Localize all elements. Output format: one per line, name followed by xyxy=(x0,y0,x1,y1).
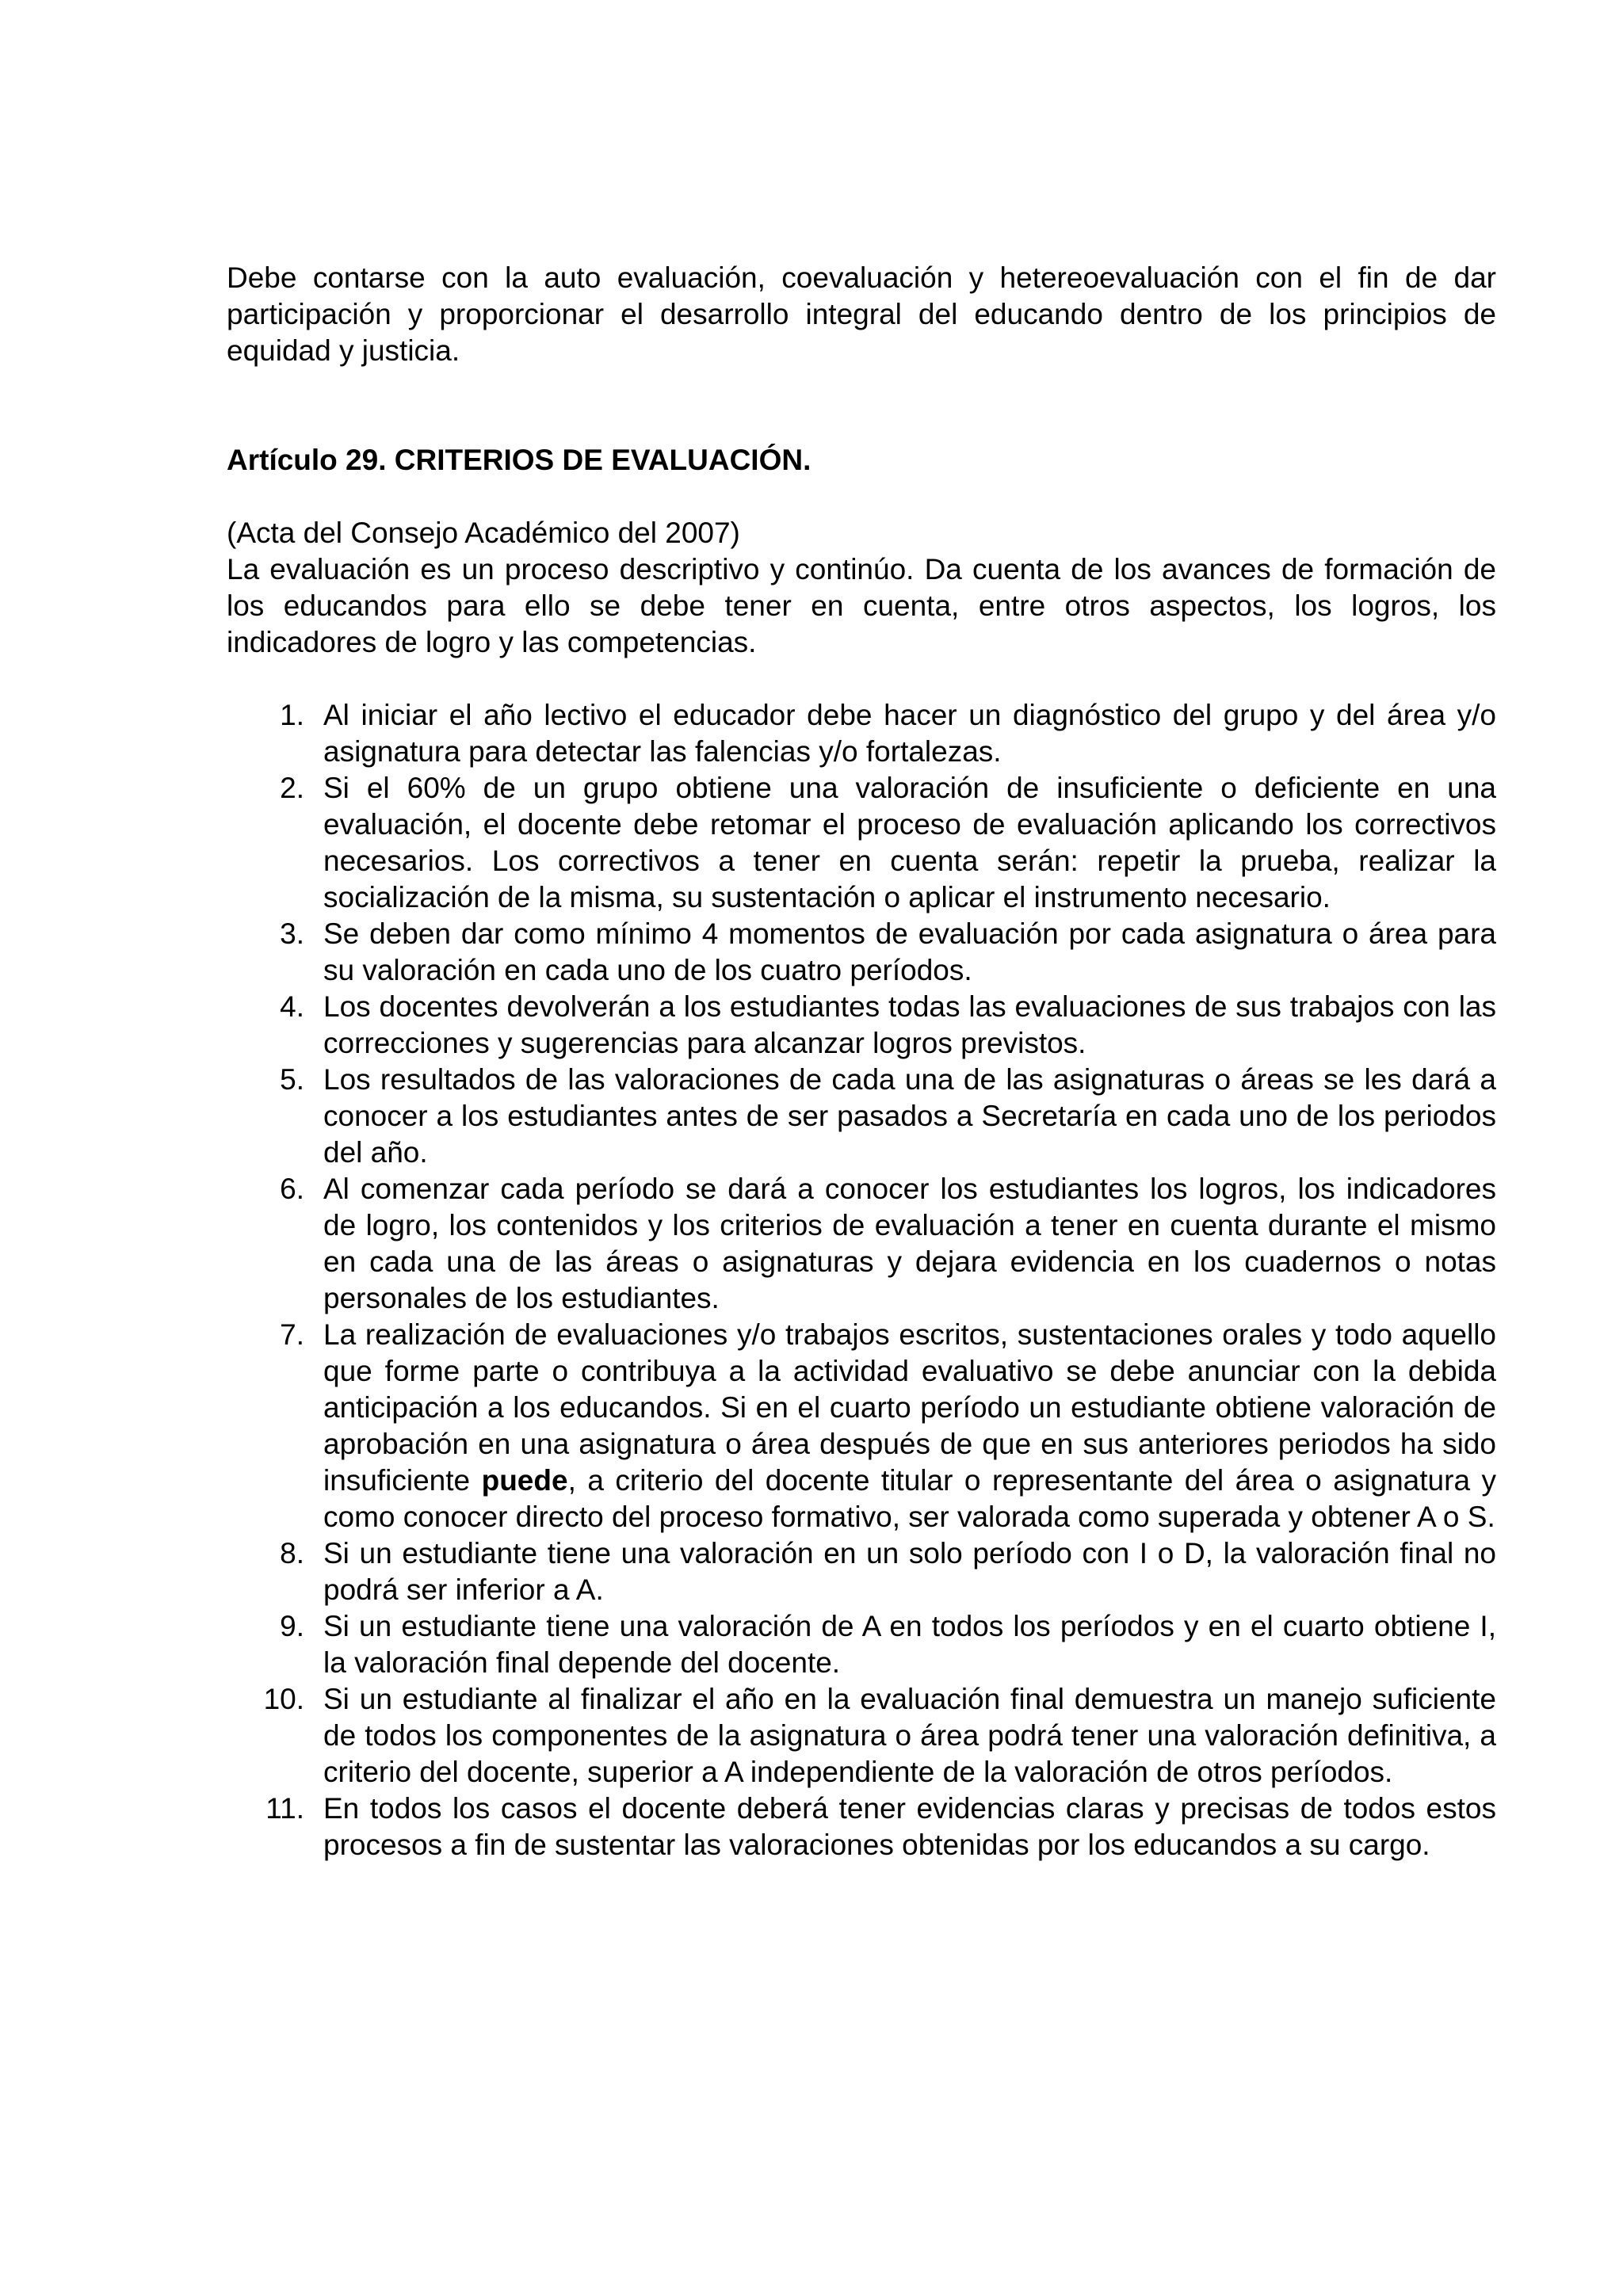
list-item-text: En todos los casos el docente deberá tener evidencias claras y precisas de todos estos procesos a fin de sustentar las valoraciones obtenidas por los educandos a su cargo. xyxy=(323,1792,1496,1861)
list-item-text: Al comenzar cada período se dará a conocer los estudiantes los logros, los indicadores de logro, los contenidos y los criterios de evaluación a tener en cuenta durante el mismo en cada una de las áreas o asignaturas y dejara evidencia en los cuadernos o notas personales de los estudiantes. xyxy=(323,1173,1496,1314)
list-item-text: Los resultados de las valoraciones de cada una de las asignaturas o áreas se les dará a conocer a los estudiantes antes de ser pasados a Secretaría en cada uno de los periodos del año. xyxy=(323,1063,1496,1169)
list-item xyxy=(227,1681,1496,1791)
list-item xyxy=(227,1171,1496,1317)
evaluation-paragraph: La evaluación es un proceso descriptivo y continúo. Da cuenta de los avances de formación de los educandos para ello se debe tener en cuenta, entre otros aspectos, los logros, los indicadores de logro y las competencias. xyxy=(227,553,1496,658)
list-item-number: 8. xyxy=(280,1537,304,1569)
list-item-text-start: La realización de evaluaciones y/o trabajos escritos, sustentaciones orales y todo aquello que forme parte o contribuya a la actividad evaluativo se debe anunciar con la debida anticipación a los educandos. Si en el cuarto período un estudiante obtiene valoración de aprobación en una asignatura o área después de que en sus anteriores periodos ha sido insuficiente xyxy=(323,1318,1496,1497)
list-item-text: Los docentes devolverán a los estudiantes todas las evaluaciones de sus trabajos con las correcciones y sugerencias para alcanzar logros previstos. xyxy=(323,990,1496,1059)
list-item-number: 10. xyxy=(263,1683,304,1715)
list-item-number: 3. xyxy=(280,917,304,950)
document-page xyxy=(227,260,1496,1863)
list-item-number: 6. xyxy=(280,1173,304,1205)
list-item xyxy=(227,697,1496,770)
list-item-text: Se deben dar como mínimo 4 momentos de evaluación por cada asignatura o área para su valoración en cada uno de los cuatro períodos. xyxy=(323,917,1496,986)
list-item xyxy=(227,770,1496,916)
acta-note: (Acta del Consejo Académico del 2007) xyxy=(227,517,740,549)
list-item-text: Si un estudiante al finalizar el año en la evaluación final demuestra un manejo suficiente de todos los componentes de la asignatura o área podrá tener una valoración definitiva, a criterio del docente, superior a A independiente de la valoración de otros períodos. xyxy=(323,1683,1496,1788)
list-item-text: Si el 60% de un grupo obtiene una valoración de insuficiente o deficiente en una evaluación, el docente debe retomar el proceso de evaluación aplicando los correctivos necesarios. Los correctivos a tener en cuenta serán: repetir la prueba, realizar la socialización de la misma, su sustentación o aplicar el instrumento necesario. xyxy=(323,772,1496,913)
list-item xyxy=(227,1062,1496,1171)
list-item xyxy=(227,1608,1496,1681)
list-item-number: 4. xyxy=(280,990,304,1023)
list-item-number: 7. xyxy=(280,1318,304,1351)
list-item-text: Si un estudiante tiene una valoración de A en todos los períodos y en el cuarto obtiene I, la valoración final depende del docente. xyxy=(323,1610,1496,1679)
list-item-number: 5. xyxy=(280,1063,304,1096)
list-item xyxy=(227,916,1496,989)
list-item-number: 11. xyxy=(265,1792,304,1825)
intro-paragraph: Debe contarse con la auto evaluación, coevaluación y hetereoevaluación con el fin de dar participación y proporcionar el desarrollo integral del educando dentro de los principios de equidad y justicia. xyxy=(227,261,1496,367)
list-item-text-end: , a criterio del docente titular o representante del área o asignatura y como conocer directo del proceso formativo, ser valorada como superada y obtener A o S. xyxy=(323,1464,1497,1533)
list-item xyxy=(227,1317,1496,1535)
list-item-number: 9. xyxy=(280,1610,304,1642)
criteria-list xyxy=(227,697,1496,1863)
list-item xyxy=(227,989,1496,1062)
list-item-number: 1. xyxy=(280,699,304,731)
list-item-text: Al iniciar el año lectivo el educador debe hacer un diagnóstico del grupo y del área y/o asignatura para detectar las falencias y/o fortalezas. xyxy=(323,699,1496,768)
list-item xyxy=(227,1535,1496,1608)
list-item xyxy=(227,1791,1496,1863)
list-item-number: 2. xyxy=(280,772,304,804)
article-heading: Artículo 29. CRITERIOS DE EVALUACIÓN. xyxy=(227,444,812,476)
list-item-text xyxy=(323,1317,1496,1535)
emphasis-text: puede xyxy=(481,1464,568,1497)
list-item-text: Si un estudiante tiene una valoración en un solo período con I o D, la valoración final no podrá ser inferior a A. xyxy=(323,1537,1496,1606)
